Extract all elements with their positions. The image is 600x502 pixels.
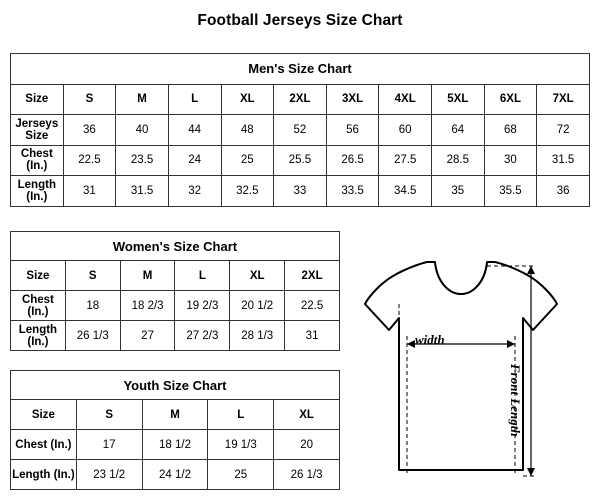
row-label: Chest (In.) [11, 430, 77, 460]
row-label: Jerseys Size [11, 115, 64, 146]
cell: 19 2/3 [175, 291, 230, 321]
cell: 31.5 [537, 145, 590, 176]
table-caption-row [11, 371, 340, 400]
cell: 4XL [379, 84, 432, 115]
cell: M [142, 400, 208, 430]
page-title: Football Jerseys Size Chart [197, 12, 403, 29]
cell: 36 [537, 176, 590, 207]
row-label: Size [11, 400, 77, 430]
cell: 44 [168, 115, 221, 146]
cell: 7XL [537, 84, 590, 115]
cell: 35 [432, 176, 485, 207]
cell: 60 [379, 115, 432, 146]
cell: L [208, 400, 274, 430]
cell: 27.5 [379, 145, 432, 176]
cell: 25 [221, 145, 274, 176]
cell: 32.5 [221, 176, 274, 207]
womens-size-table [10, 231, 340, 351]
cell: S [65, 261, 120, 291]
cell: 6XL [484, 84, 537, 115]
row-label: Size [11, 84, 64, 115]
cell: 3XL [326, 84, 379, 115]
cell: 22.5 [285, 291, 340, 321]
cell: 26.5 [326, 145, 379, 176]
width-measure-label: width [415, 332, 445, 347]
table-row [11, 460, 340, 490]
cell: 18 1/2 [142, 430, 208, 460]
cell: 2XL [274, 84, 327, 115]
cell: 27 2/3 [175, 321, 230, 351]
jersey-measurement-diagram [355, 244, 590, 492]
mens-chart-caption: Men's Size Chart [11, 54, 590, 85]
table-row [11, 176, 590, 207]
youth-size-table [10, 370, 340, 490]
cell: XL [230, 261, 285, 291]
cell: 24 [168, 145, 221, 176]
table-row [11, 145, 590, 176]
cell: 18 [65, 291, 120, 321]
cell: 25.5 [274, 145, 327, 176]
cell: S [76, 400, 142, 430]
cell: 32 [168, 176, 221, 207]
row-label: Length (In.) [11, 176, 64, 207]
cell: 20 1/2 [230, 291, 285, 321]
cell: 72 [537, 115, 590, 146]
cell: 2XL [285, 261, 340, 291]
cell: 22.5 [63, 145, 116, 176]
cell: 52 [274, 115, 327, 146]
cell: 28 1/3 [230, 321, 285, 351]
cell: 36 [63, 115, 116, 146]
jersey-outline-icon [355, 244, 590, 492]
cell: 31.5 [116, 176, 169, 207]
cell: 35.5 [484, 176, 537, 207]
table-row [11, 430, 340, 460]
cell: 17 [76, 430, 142, 460]
cell: 20 [274, 430, 340, 460]
cell: 68 [484, 115, 537, 146]
cell: 64 [432, 115, 485, 146]
cell: XL [274, 400, 340, 430]
cell: 33.5 [326, 176, 379, 207]
cell: 19 1/3 [208, 430, 274, 460]
cell: 31 [63, 176, 116, 207]
cell: 26 1/3 [274, 460, 340, 490]
cell: 27 [120, 321, 175, 351]
cell: 48 [221, 115, 274, 146]
cell: 26 1/3 [65, 321, 120, 351]
cell: 31 [285, 321, 340, 351]
table-row [11, 291, 340, 321]
youth-size-chart [10, 370, 340, 490]
cell: 33 [274, 176, 327, 207]
cell: M [120, 261, 175, 291]
table-row [11, 321, 340, 351]
cell: 34.5 [379, 176, 432, 207]
table-caption-row [11, 54, 590, 85]
cell: XL [221, 84, 274, 115]
cell: 23 1/2 [76, 460, 142, 490]
mens-size-chart [10, 53, 590, 207]
cell: S [63, 84, 116, 115]
table-row [11, 261, 340, 291]
womens-size-chart [10, 231, 340, 351]
youth-chart-caption: Youth Size Chart [11, 371, 340, 400]
row-label: Length (In.) [11, 460, 77, 490]
front-length-measure-label: Front Length [508, 364, 523, 437]
cell: 30 [484, 145, 537, 176]
cell: M [116, 84, 169, 115]
table-row [11, 400, 340, 430]
cell: L [175, 261, 230, 291]
cell: 5XL [432, 84, 485, 115]
mens-size-table [10, 53, 590, 207]
cell: 40 [116, 115, 169, 146]
row-label: Chest (In.) [11, 291, 66, 321]
cell: 28.5 [432, 145, 485, 176]
cell: 18 2/3 [120, 291, 175, 321]
cell: 25 [208, 460, 274, 490]
cell: L [168, 84, 221, 115]
row-label: Length (In.) [11, 321, 66, 351]
cell: 24 1/2 [142, 460, 208, 490]
cell: 56 [326, 115, 379, 146]
row-label: Chest (In.) [11, 145, 64, 176]
cell: 23.5 [116, 145, 169, 176]
table-row [11, 84, 590, 115]
womens-chart-caption: Women's Size Chart [11, 232, 340, 261]
row-label: Size [11, 261, 66, 291]
table-caption-row [11, 232, 340, 261]
table-row [11, 115, 590, 146]
